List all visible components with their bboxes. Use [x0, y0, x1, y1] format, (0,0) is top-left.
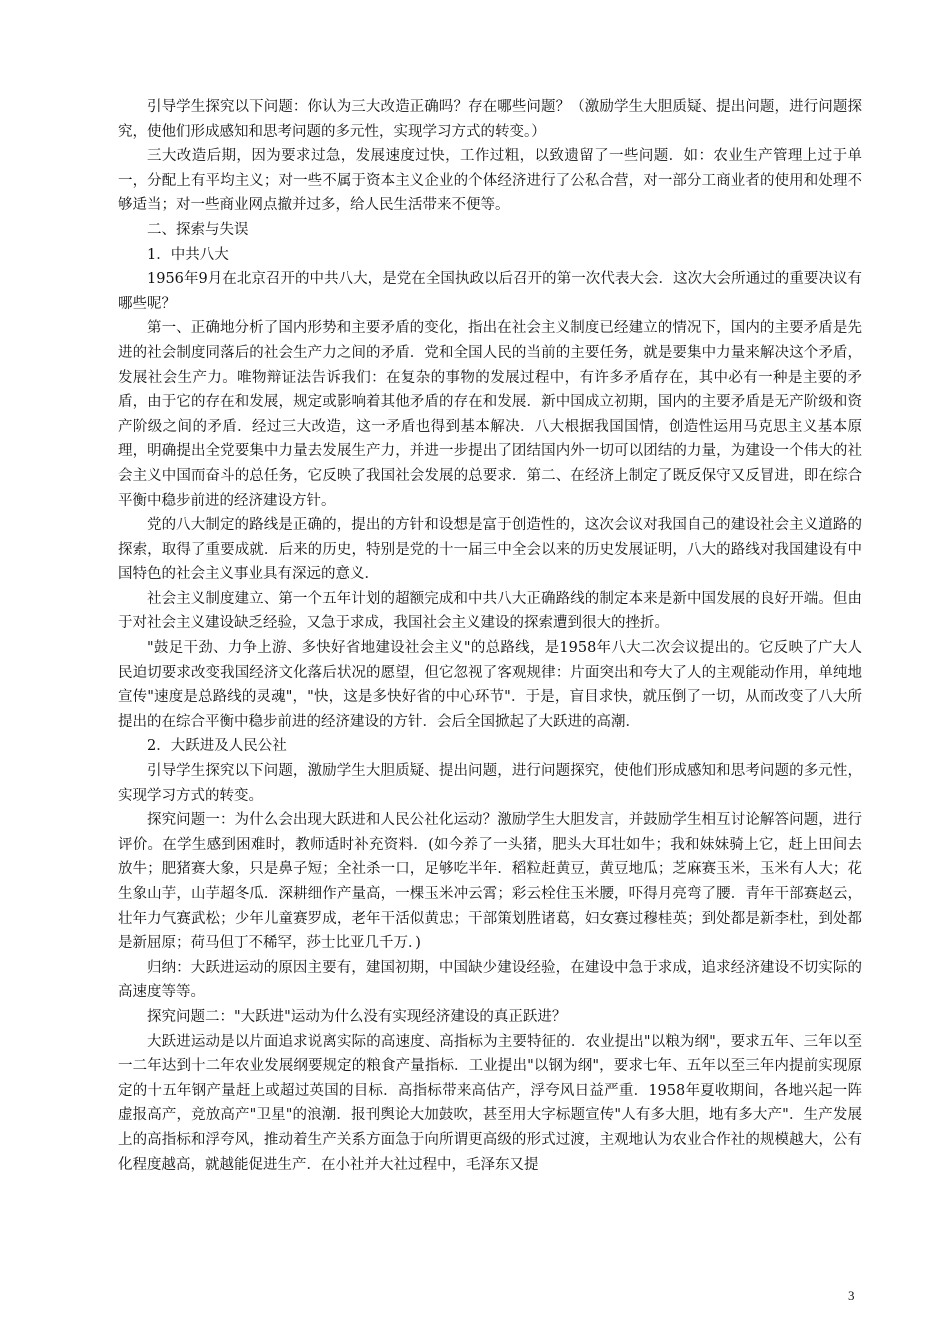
paragraph-10: 归纳：大跃进运动的原因主要有，建国初期，中国缺少建设经验，在建设中急于求成，追求经济建设不切实际的高速度等等。 — [118, 959, 862, 1001]
paragraph-9: 探究问题一：为什么会出现大跃进和人民公社化运动？激励学生大胆发言，并鼓励学生相互讨论解答问题，进行评价。在学生感到困难时，教师适时补充资料．(如今养了一头猪，肥头大耳壮如牛；我和妹妹骑上它，赶上田间去放牛；肥猪赛大象，只是鼻子短；全社杀一口，足够吃半年．稻粒赶黄豆，黄豆地瓜；芝麻赛玉米，玉米有人大；花生象山芋，山芋超冬瓜．深耕细作产量高，一棵玉米冲云霄；彩云栓住玉米腰，吓得月亮弯了腰．青年干部赛赵云，壮年力气赛武松；少年儿童赛罗成，老年干活似黄忠；干部策划胜诸葛，妇女赛过穆桂英；到处都是新李杜，到处都是新屈原；荷马但丁不稀罕，莎士比亚几千万．) — [118, 812, 862, 952]
paragraph-1: 引导学生探究以下问题：你认为三大改造正确吗？存在哪些问题？（激励学生大胆质疑、提出问题，进行问题探究，使他们形成感知和思考问题的多元性，实现学习方式的转变。） — [118, 99, 862, 140]
paragraph-12: 大跃进运动是以片面追求说离实际的高速度、高指标为主要特征的．农业提出"以粮为纲"，要求五年、三年以至一二年达到十二年农业发展纲要规定的粮食产量指标．工业提出"以钢为纲"，要求七年、五年以至三年内提前实现原定的十五年钢产量赶上或超过英国的目标．高指标带来高估产，浮夸风日益严重．1958年夏收期间，各地兴起一阵虚报高产，竞放高产"卫星"的浪潮．报刊舆论大加鼓吹，甚至用大字标题宣传"人有多大胆，地有多大产"．生产发展上的高指标和浮夸风，推动着生产关系方面急于向所谓更高级的形式过渡，主观地认为农业合作社的规模越大，公有化程度越高，就越能促进生产．在小社并大社过程中，毛泽东又提 — [118, 1033, 862, 1173]
subsection-heading-2: 2．大跃进及人民公社 — [147, 738, 287, 755]
paragraph-3: 1956年9月在北京召开的中共八大，是党在全国执政以后召开的第一次代表大会．这次大会所通过的重要决议有哪些呢？ — [118, 271, 862, 312]
subsection-heading-1: 1．中共八大 — [147, 246, 229, 263]
paragraph-4: 第一、正确地分析了国内形势和主要矛盾的变化，指出在社会主义制度已经建立的情况下，国内的主要矛盾是先进的社会制度同落后的社会生产力之间的矛盾．党和全国人民的当前的主要任务，就是要集中力量来解决这个矛盾，发展社会生产力。唯物辩证法告诉我们：在复杂的事物的发展过程中，有许多矛盾存在，其中必有一种是主要的矛盾，由于它的存在和发展，规定或影响着其他矛盾的存在和发展．新中国成立初期，国内的主要矛盾是无产阶级和资产阶级之间的矛盾．经过三大改造，这一矛盾也得到基本解决．八大根据我国国情，创造性运用马克思主义基本原理，明确提出全党要集中力量去发展生产力，并进一步提出了团结国内外一切可以团结的力量，为建设一个伟大的社会主义中国而奋斗的总任务，它反映了我国社会发展的总要求．第二、在经济上制定了既反保守又反冒进，即在综合平衡中稳步前进的经济建设方针。 — [118, 320, 862, 509]
body-text — [118, 95, 862, 1177]
paragraph-7: "鼓足干劲、力争上游、多快好省地建设社会主义"的总路线，是1958年八大二次会议提出的。它反映了广大人民迫切要求改变我国经济文化落后状况的愿望，但它忽视了客观规律：片面突出和夸大了人的主观能动作用，单纯地宣传"速度是总路线的灵魂"，"快，这是多快好省的中心环节"．于是，盲目求快，就压倒了一切，从而改变了八大所提出的在综合平衡中稳步前进的经济建设的方针．会后全国掀起了大跃进的高潮． — [118, 640, 862, 730]
paragraph-2: 三大改造后期，因为要求过急，发展速度过快，工作过粗，以致遗留了一些问题．如：农业生产管理上过于单一，分配上有平均主义；对一些不属于资本主义企业的个体经济进行了公私合营，对一部分工商业者的使用和处理不够适当；对一些商业网点撤并过多，给人民生活带来不便等。 — [118, 148, 862, 214]
page-number: 3 — [848, 1288, 855, 1303]
paragraph-11: 探究问题二："大跃进"运动为什么没有实现经济建设的真正跃进？ — [147, 1008, 567, 1025]
paragraph-5: 党的八大制定的路线是正确的，提出的方针和设想是富于创造性的，这次会议对我国自己的建设社会主义道路的探索，取得了重要成就．后来的历史，特别是党的十一届三中全会以来的历史发展证明，八大的路线对我国建设有中国特色的社会主义事业具有深远的意义． — [118, 517, 862, 583]
paragraph-8: 引导学生探究以下问题，激励学生大胆质疑、提出问题，进行问题探究，使他们形成感知和思考问题的多元性，实现学习方式的转变。 — [118, 763, 862, 804]
section-heading: 二、探索与失误 — [147, 221, 249, 238]
paragraph-6: 社会主义制度建立、第一个五年计划的超额完成和中共八大正确路线的制定本来是新中国发展的良好开端。但由于对社会主义建设缺乏经验，又急于求成，我国社会主义建设的探索遭到很大的挫折。 — [118, 590, 862, 632]
